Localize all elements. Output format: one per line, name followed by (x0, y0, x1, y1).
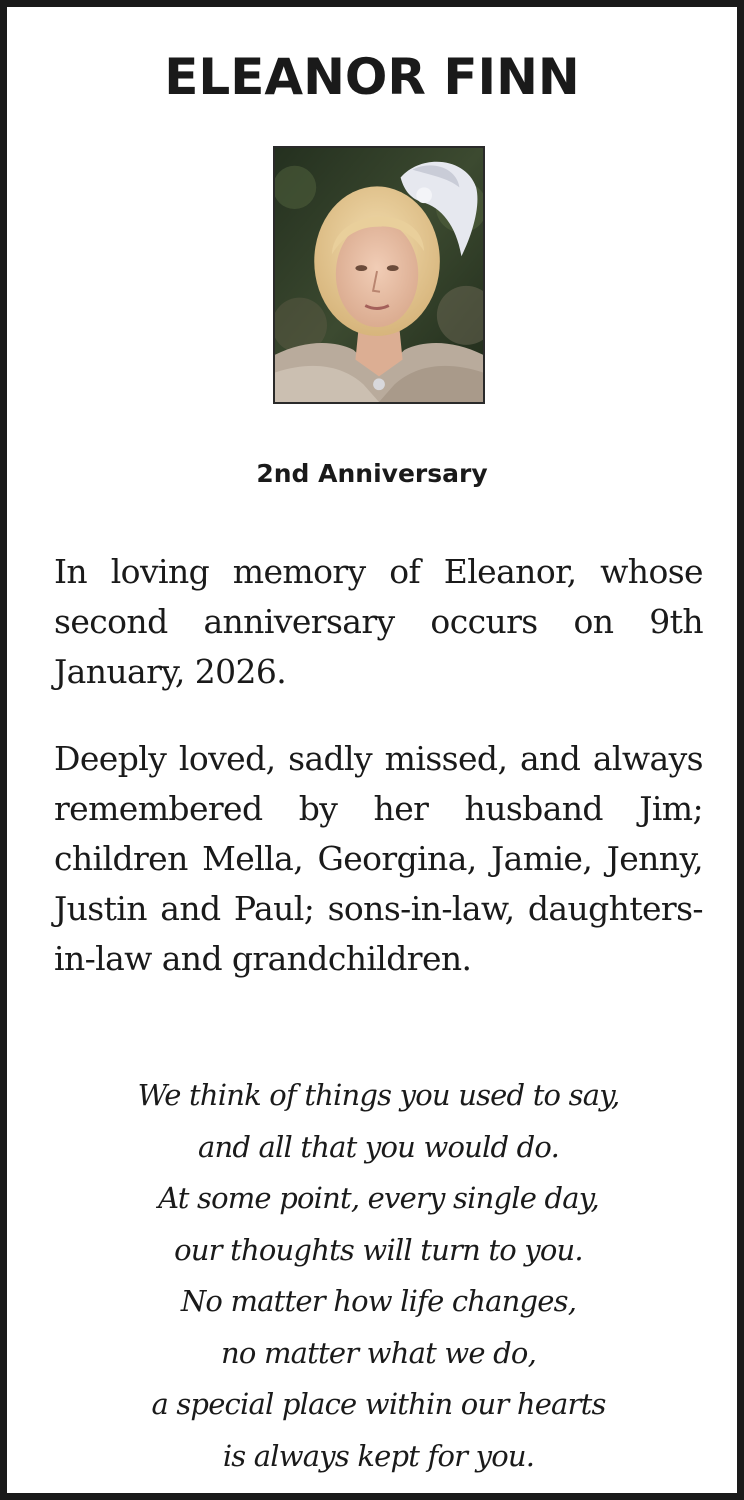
anniversary-subheading: 2nd Anniversary (256, 459, 488, 488)
family-paragraph: Deeply loved, sadly missed, and always remembered by her husband Jim; children Mella, Georgina, Jamie, Jenny, Justin and Paul; sons-in-law, daughters-in-law and grandchildren. (54, 739, 703, 978)
memorial-paragraph: In loving memory of Eleanor, whose second anniversary occurs on 9th January, 2026. (54, 552, 703, 691)
verse-line: and all that you would do. (198, 1129, 559, 1164)
memorial-verse (54, 1070, 703, 1482)
deceased-name: ELEANOR FINN (164, 48, 580, 106)
verse-line: We think of things you used to say, (137, 1078, 620, 1112)
verse-line: is always kept for you. (222, 1438, 535, 1473)
verse-line: no matter what we do, (220, 1335, 536, 1370)
verse-line: At some point, every single day, (158, 1181, 599, 1215)
portrait-photo (273, 146, 485, 404)
verse-line: a special place within our hearts (151, 1387, 606, 1421)
verse-line: No matter how life changes, (180, 1284, 577, 1318)
verse-line: our thoughts will turn to you. (174, 1232, 583, 1267)
